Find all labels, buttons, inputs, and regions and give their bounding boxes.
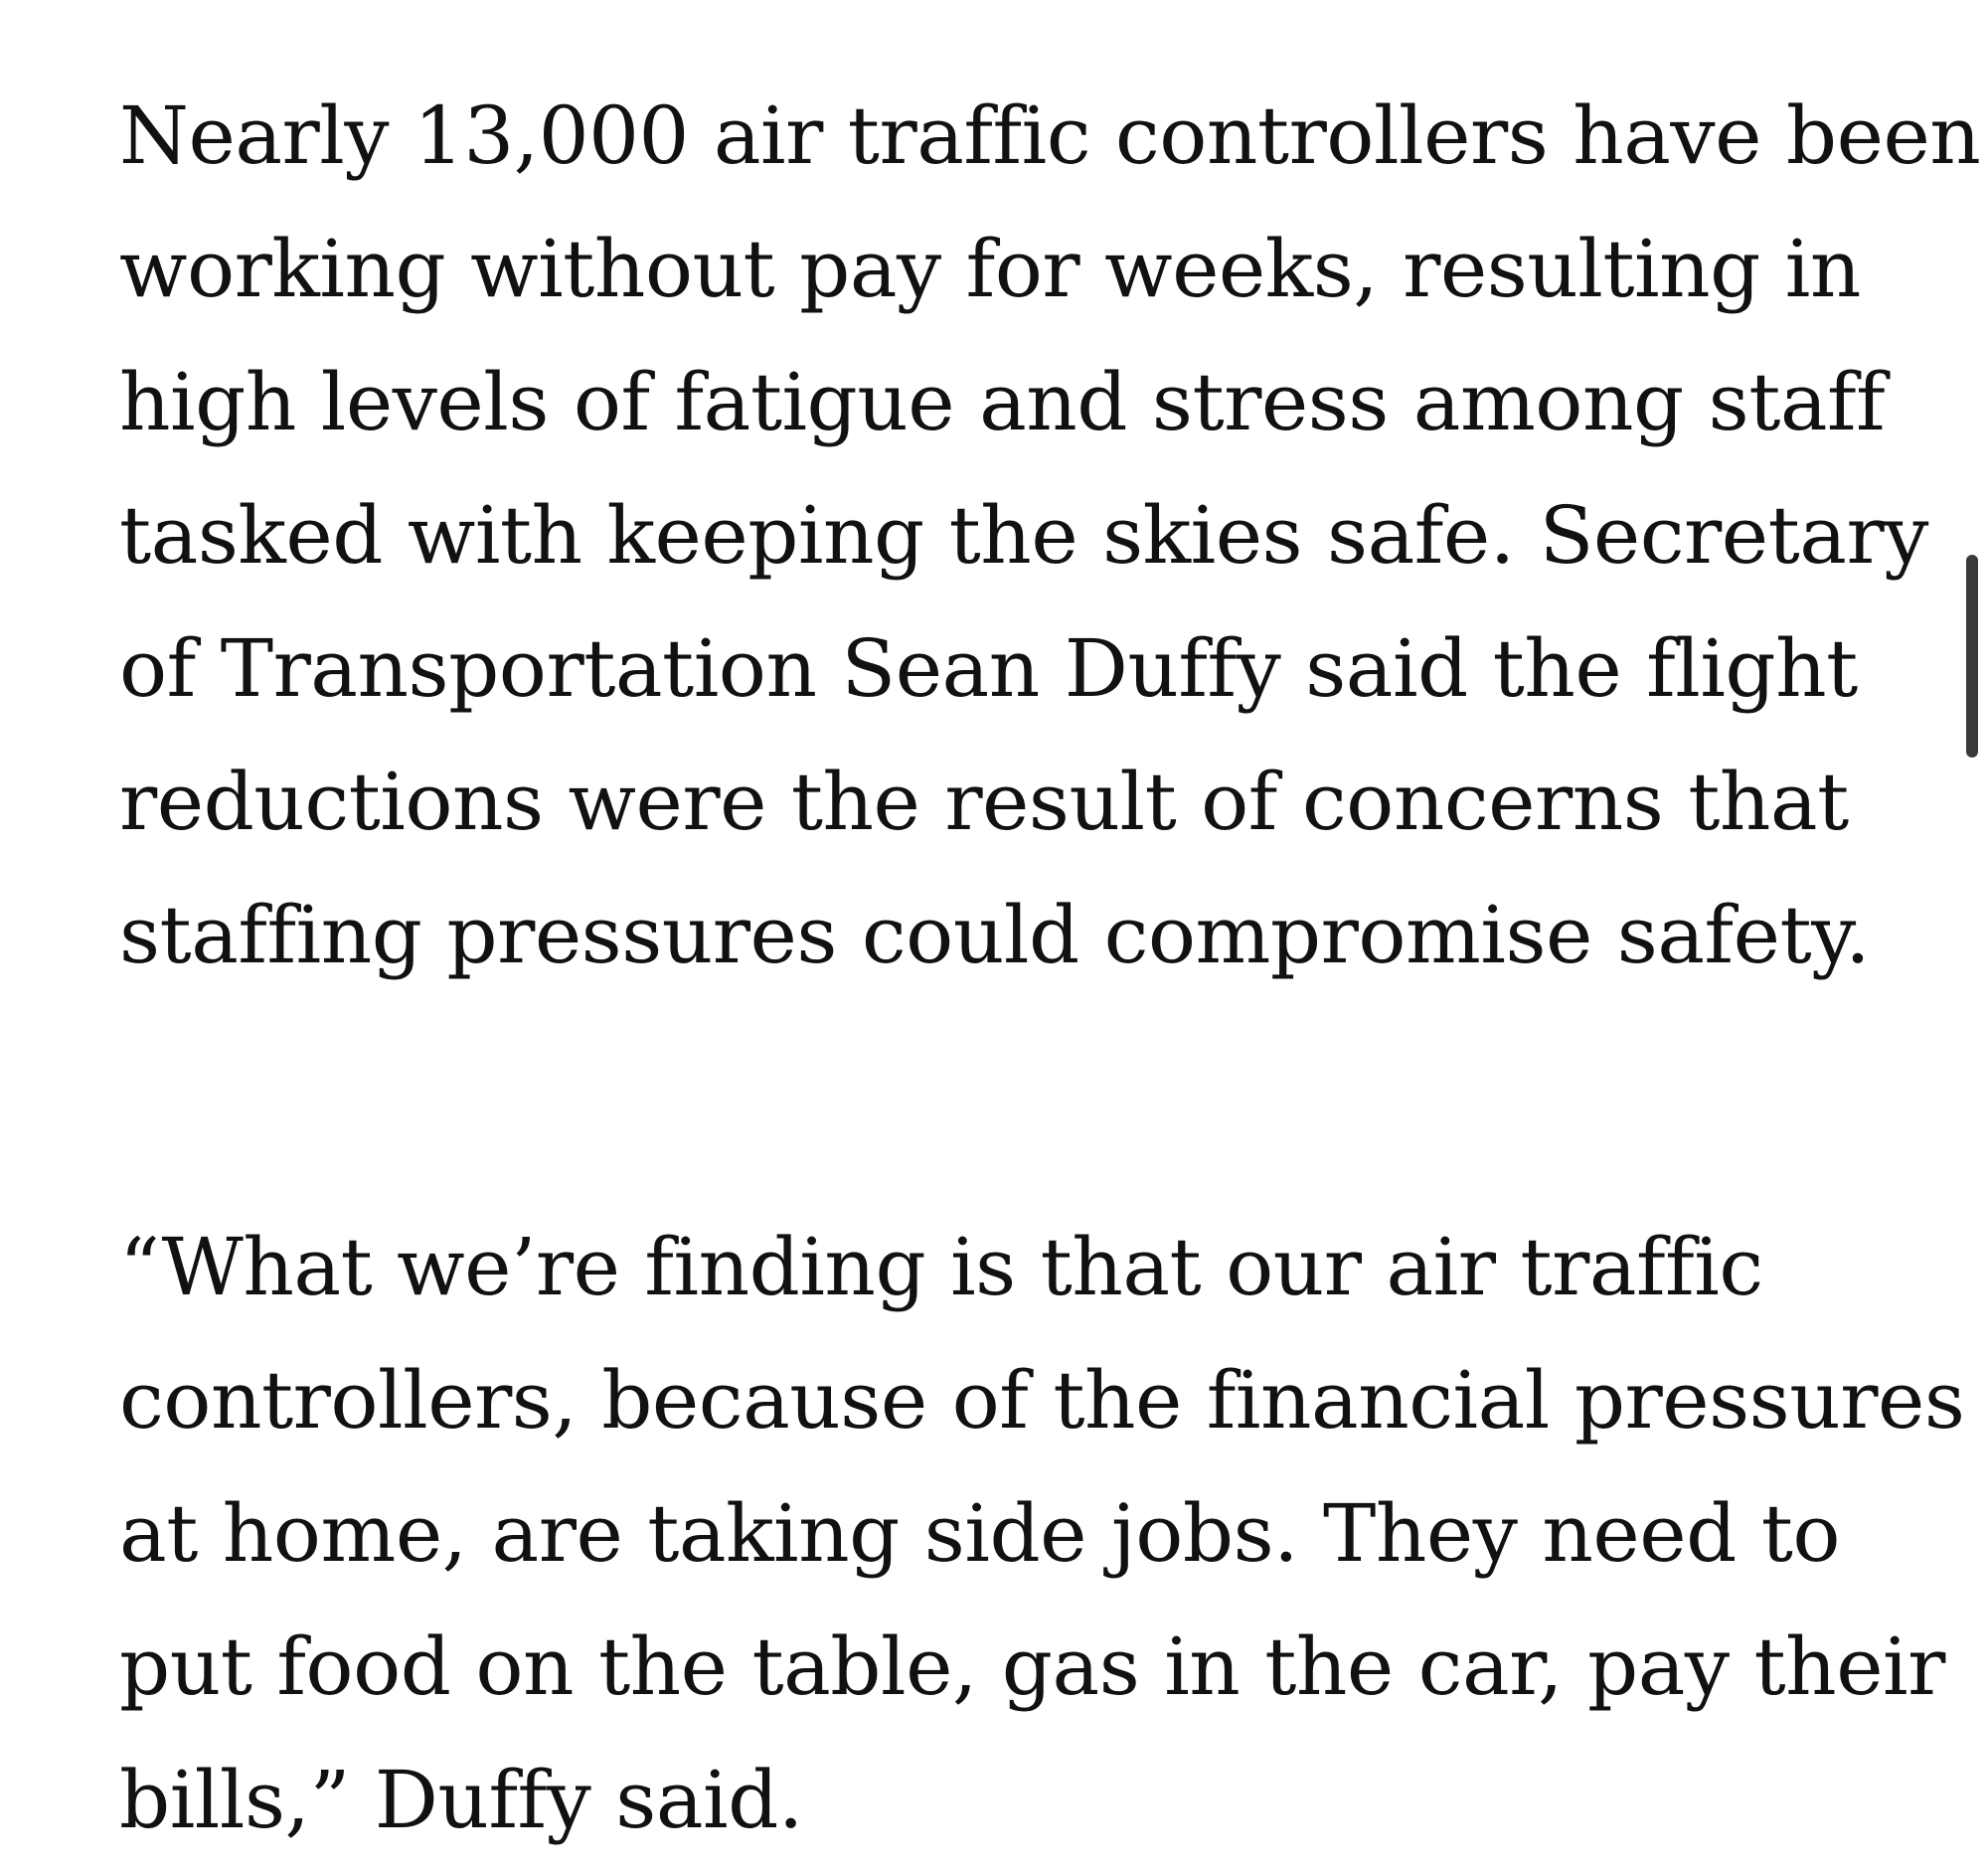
paragraph-line: Nearly 13,000 air traffic controllers have been <box>119 89 1981 182</box>
paragraph-1 <box>119 70 1981 1002</box>
paragraph-line: bills,” Duffy said. <box>119 1754 803 1846</box>
paragraph-line: staffing pressures could compromise safety. <box>119 889 1871 981</box>
paragraph-line: put food on the table, gas in the car, pay their <box>119 1620 1945 1713</box>
paragraph-line: of Transportation Sean Duffy said the flight <box>119 622 1858 715</box>
paragraph-line: reductions were the result of concerns that <box>119 756 1849 848</box>
paragraph-line: “What we’re finding is that our air traffic <box>119 1221 1763 1313</box>
scrollbar-thumb[interactable] <box>1966 555 1978 758</box>
paragraph-line: controllers, because of the financial pressures <box>119 1354 1965 1447</box>
paragraph-line: tasked with keeping the skies safe. Secretary <box>119 489 1928 582</box>
article-body <box>119 70 1981 1867</box>
paragraph-2 <box>119 1201 1965 1867</box>
paragraph-line: high levels of fatigue and stress among staff <box>119 356 1886 448</box>
paragraph-line: at home, are taking side jobs. They need to <box>119 1487 1841 1580</box>
paragraph-line: working without pay for weeks, resulting in <box>119 223 1861 315</box>
